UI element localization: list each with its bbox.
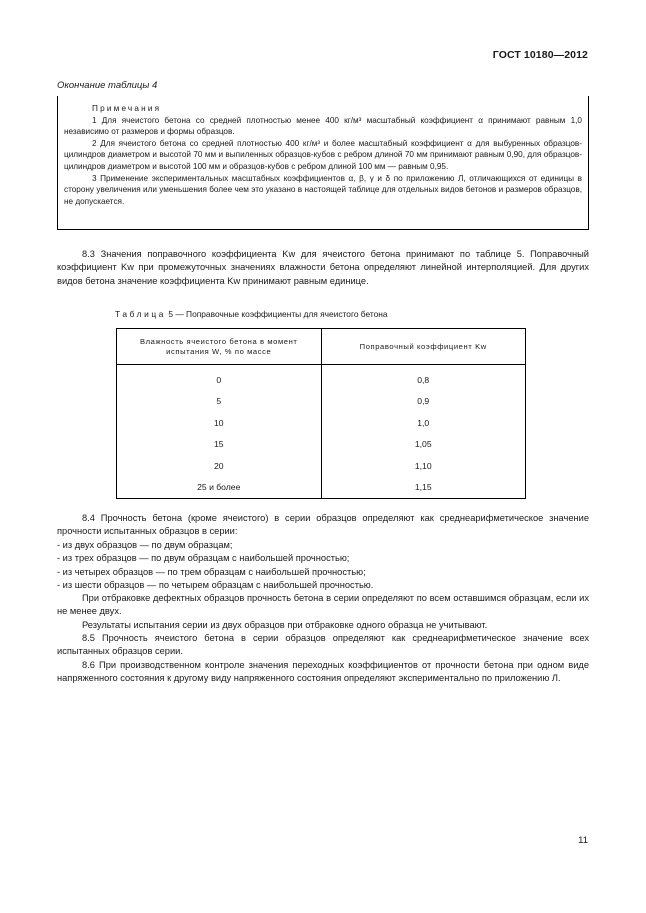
humidity-cell: 10 — [117, 412, 322, 434]
coefficient-cell: 1,15 — [321, 477, 526, 499]
table-caption-word: Таблица — [115, 309, 167, 319]
table-5-correction-coefficients — [116, 328, 526, 499]
paragraph-8-4: 8.4 Прочность бетона (кроме ячеистого) в серии образцов определяют как среднеарифметическое значение прочности испытанных образцов в серии: — [57, 513, 589, 537]
list-item: - из трех образцов — по двум образцам с наибольшей прочностью; — [57, 553, 350, 564]
paragraph-8-5: 8.5 Прочность ячеистого бетона в серии образцов определяют как среднеарифметическое значение всех испытанных образцов серии. — [57, 633, 589, 657]
notes-content — [64, 103, 582, 207]
coefficient-cell: 0,8 — [321, 365, 526, 391]
coefficient-cell: 0,9 — [321, 391, 526, 413]
table-4-notes-box — [57, 96, 589, 230]
table-row — [117, 365, 526, 391]
table-row — [117, 477, 526, 499]
table-row — [117, 412, 526, 434]
note-item: 1 Для ячеистого бетона со средней плотностью менее 400 кг/м³ масштабный коэффициент α принимают равным 1,0 независимо от размеров и формы образцов. — [64, 115, 582, 137]
table-continuation-label: Окончание таблицы 4 — [57, 80, 158, 91]
paragraph-rejection: При отбраковке дефектных образцов прочность бетона в серии определяют по всем оставшимся образцам, если их не менее двух. — [57, 593, 589, 617]
list-item: - из шести образцов — по четырем образцам с наибольшей прочностью. — [57, 579, 374, 590]
paragraph-8-6: 8.6 При производственном контроле значения переходных коэффициентов от прочности бетона при одном виде напряженного состояния к другому виду напряженного состояния определяют экспериментально по приложению Л. — [57, 660, 589, 684]
coefficient-cell: 1,0 — [321, 412, 526, 434]
table-5-caption — [115, 309, 388, 319]
paragraph-8-3: 8.3 Значения поправочного коэффициента Kw для ячеистого бетона принимают по таблице 5. Поправочный коэффициент Kw при промежуточных значениях влажности бетона определяют линейной интерполяцией. Для других видов бетона значение коэффициента Kw принимают равным единице. — [57, 249, 589, 286]
table-row — [117, 391, 526, 413]
table-row — [117, 455, 526, 477]
coefficient-cell: 1,10 — [321, 455, 526, 477]
list-item: - из четырех образцов — по трем образцам с наибольшей прочностью; — [57, 566, 366, 577]
page-number: 11 — [578, 835, 588, 846]
list-8-4 — [57, 539, 589, 592]
column-header-coefficient: Поправочный коэффициент Kw — [321, 329, 526, 365]
note-item: 3 Применение экспериментальных масштабных коэффициентов α, β, γ и δ по приложению Л, отличающихся от единицы в сторону увеличения или уменьшения более чем это указано в настоящей таблице для отдельных видов бетонов и размеров образцов, не допускается. — [64, 173, 582, 206]
coefficient-cell: 1,05 — [321, 434, 526, 456]
humidity-cell: 5 — [117, 391, 322, 413]
table-row — [117, 434, 526, 456]
column-header-humidity: Влажность ячеистого бетона в момент испытания W, % по массе — [117, 329, 322, 365]
humidity-cell: 15 — [117, 434, 322, 456]
notes-title: Примечания — [92, 104, 162, 113]
document-header-standard-id: ГОСТ 10180—2012 — [492, 49, 588, 61]
paragraph-results: Результаты испытания серии из двух образцов при отбраковке одного образца не учитывают. — [82, 620, 488, 630]
humidity-cell: 25 и более — [117, 477, 322, 499]
humidity-cell: 20 — [117, 455, 322, 477]
humidity-cell: 0 — [117, 365, 322, 391]
note-item: 2 Для ячеистого бетона со средней плотностью 400 кг/м³ и более масштабный коэффициент α для выбуренных образцов-цилиндров диаметром и высотой 70 мм и выпиленных образцов-кубов с ребром длиной 70 мм принимают равным 0,90, для образцов-цилиндров диаметром и высотой 100 мм и образцов-кубов с ребром длиной 100 мм — равным 0,95. — [64, 138, 582, 171]
list-item: - из двух образцов — по двум образцам; — [57, 540, 233, 550]
table-caption-text: 5 — Поправочные коэффициенты для ячеистого бетона — [168, 309, 388, 319]
